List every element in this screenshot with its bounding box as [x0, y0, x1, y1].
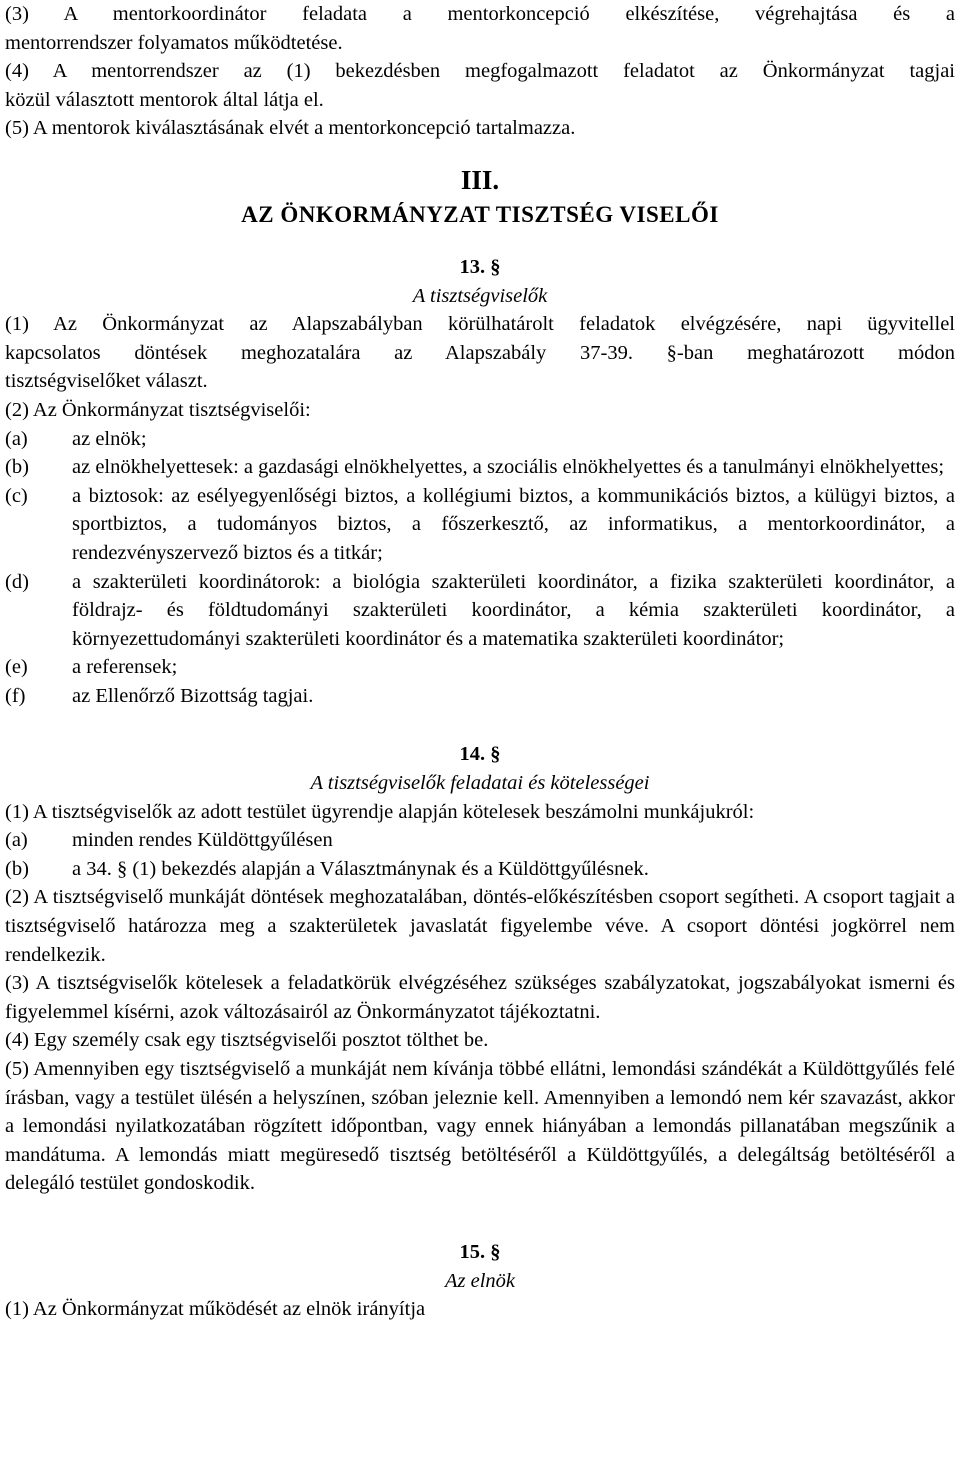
section-13-paragraph-1-line-1: (1) Az Önkormányzat az Alapszabályban körülhatárolt feladatok elvégzésére, napi ügyvitellel	[5, 313, 955, 336]
list-item	[5, 826, 955, 855]
list-item-text: az elnökhelyettesek: a gazdasági elnökhelyettes, a szociális elnökhelyettes és a tanulmányi elnökhelyettes;	[72, 456, 945, 479]
list-item	[5, 653, 955, 682]
list-item-label: (a)	[5, 829, 28, 852]
section-13-list	[5, 425, 955, 711]
list-item-text: a 34. § (1) bekezdés alapján a Választmánynak és a Küldöttgyűlésnek.	[72, 857, 649, 880]
section-14-paragraph-2: (2) A tisztségviselő munkáját döntések meghozatalában, döntés-előkészítésben csoport segítheti. A csoport tagjait a tisztségviselő határozza meg a szakterületek javaslatát figyelembe véve. A csoport döntési jogkörrel nem rendelkezik.	[5, 886, 955, 966]
section-13-paragraph-1-line-3: tisztségviselőket választ.	[5, 370, 208, 393]
section-13-number: 13. §	[459, 255, 501, 278]
paragraph-3-line-2: mentorrendszer folyamatos működtetése.	[5, 31, 343, 54]
list-item-text: az Ellenőrző Bizottság tagjai.	[72, 684, 314, 707]
list-item	[5, 855, 955, 884]
list-item	[5, 453, 955, 482]
section-15-number: 15. §	[459, 1240, 501, 1263]
paragraph-3-line-1: (3) A mentorkoordinátor feladata a mentorkoncepció elkészítése, végrehajtása és a	[5, 3, 955, 25]
list-item	[5, 682, 955, 711]
chapter-title: AZ ÖNKORMÁNYZAT TISZTSÉG VISELŐI	[241, 201, 719, 227]
section-14-list	[5, 826, 955, 883]
list-item	[5, 568, 955, 654]
section-14-paragraph-4: (4) Egy személy csak egy tisztségviselői posztot tölthet be.	[5, 1029, 489, 1052]
section-14-paragraph-5: (5) Amennyiben egy tisztségviselő a munkáját nem kívánja többé ellátni, lemondási szándékát a Küldöttgyűlés felé írásban, vagy a testület ülésén a helyszínen, szóban jeleznie kell. Amennyiben a lemondó nem kér szavazást, akkor a lemondási nyilatkozatában rögzített időpontban, vagy ennek hiányában a lemondás pillanatában megszűnik a mandátuma. A lemondás miatt megüresedő tisztség betöltéséről a Küldöttgyűlés, a delegáltság betöltéséről a delegáló testület gondoskodik.	[5, 1058, 955, 1195]
list-item-label: (c)	[5, 484, 28, 507]
chapter-number: III.	[460, 164, 500, 195]
section-14-number: 14. §	[459, 743, 501, 766]
list-item-text: a szakterületi koordinátorok: a biológia szakterületi koordinátor, a fizika szakterületi koordinátor, a földrajz- és földtudományi szakterületi koordinátor, a kémia szakterületi koordinátor, a környezettudományi szakterületi koordinátor és a matematika szakterületi koordinátor;	[72, 570, 955, 650]
section-15-title: Az elnök	[444, 1269, 516, 1292]
list-item	[5, 482, 955, 568]
list-item-label: (a)	[5, 427, 28, 450]
list-item-text: minden rendes Küldöttgyűlésen	[72, 829, 333, 852]
paragraph-5: (5) A mentorok kiválasztásának elvét a mentorkoncepció tartalmazza.	[5, 117, 576, 140]
list-item-label: (e)	[5, 656, 28, 679]
section-14-paragraph-3: (3) A tisztségviselők kötelesek a feladatkörük elvégzéséhez szükséges szabályzatokat, jogszabályokat ismerni és figyelemmel kísérni, azok változásairól az Önkormányzatot tájékoztatni.	[5, 972, 955, 1023]
list-item-label: (d)	[5, 570, 29, 593]
section-14-title: A tisztségviselők feladatai és kötelességei	[310, 772, 650, 795]
list-item-text: a biztosok: az esélyegyenlőségi biztos, a kollégiumi biztos, a kommunikációs biztos, a külügyi biztos, a sportbiztos, a tudományos biztos, a főszerkesztő, az informatikus, a mentorkoordinátor, a rendezvényszervező biztos és a titkár;	[72, 484, 955, 564]
list-item-label: (b)	[5, 857, 29, 880]
section-13-paragraph-2: (2) Az Önkormányzat tisztségviselői:	[5, 398, 311, 421]
section-13-title: A tisztségviselők	[412, 284, 548, 307]
list-item-text: a referensek;	[72, 656, 178, 679]
list-item	[5, 425, 955, 454]
section-15-paragraph-1: (1) Az Önkormányzat működését az elnök irányítja	[5, 1298, 426, 1321]
paragraph-4-line-2: közül választott mentorok által látja el.	[5, 88, 324, 111]
list-item-text: az elnök;	[72, 427, 147, 450]
section-13-paragraph-1-line-2: kapcsolatos döntések meghozatalára az Alapszabály 37-39. §-ban meghatározott módon	[5, 341, 955, 364]
paragraph-4-line-1: (4) A mentorrendszer az (1) bekezdésben megfogalmazott feladatot az Önkormányzat tagjai	[5, 60, 955, 83]
list-item-label: (b)	[5, 456, 29, 479]
list-item-label: (f)	[5, 684, 26, 707]
section-14-paragraph-1: (1) A tisztségviselők az adott testület ügyrendje alapján kötelesek beszámolni munkájukról:	[5, 800, 755, 823]
